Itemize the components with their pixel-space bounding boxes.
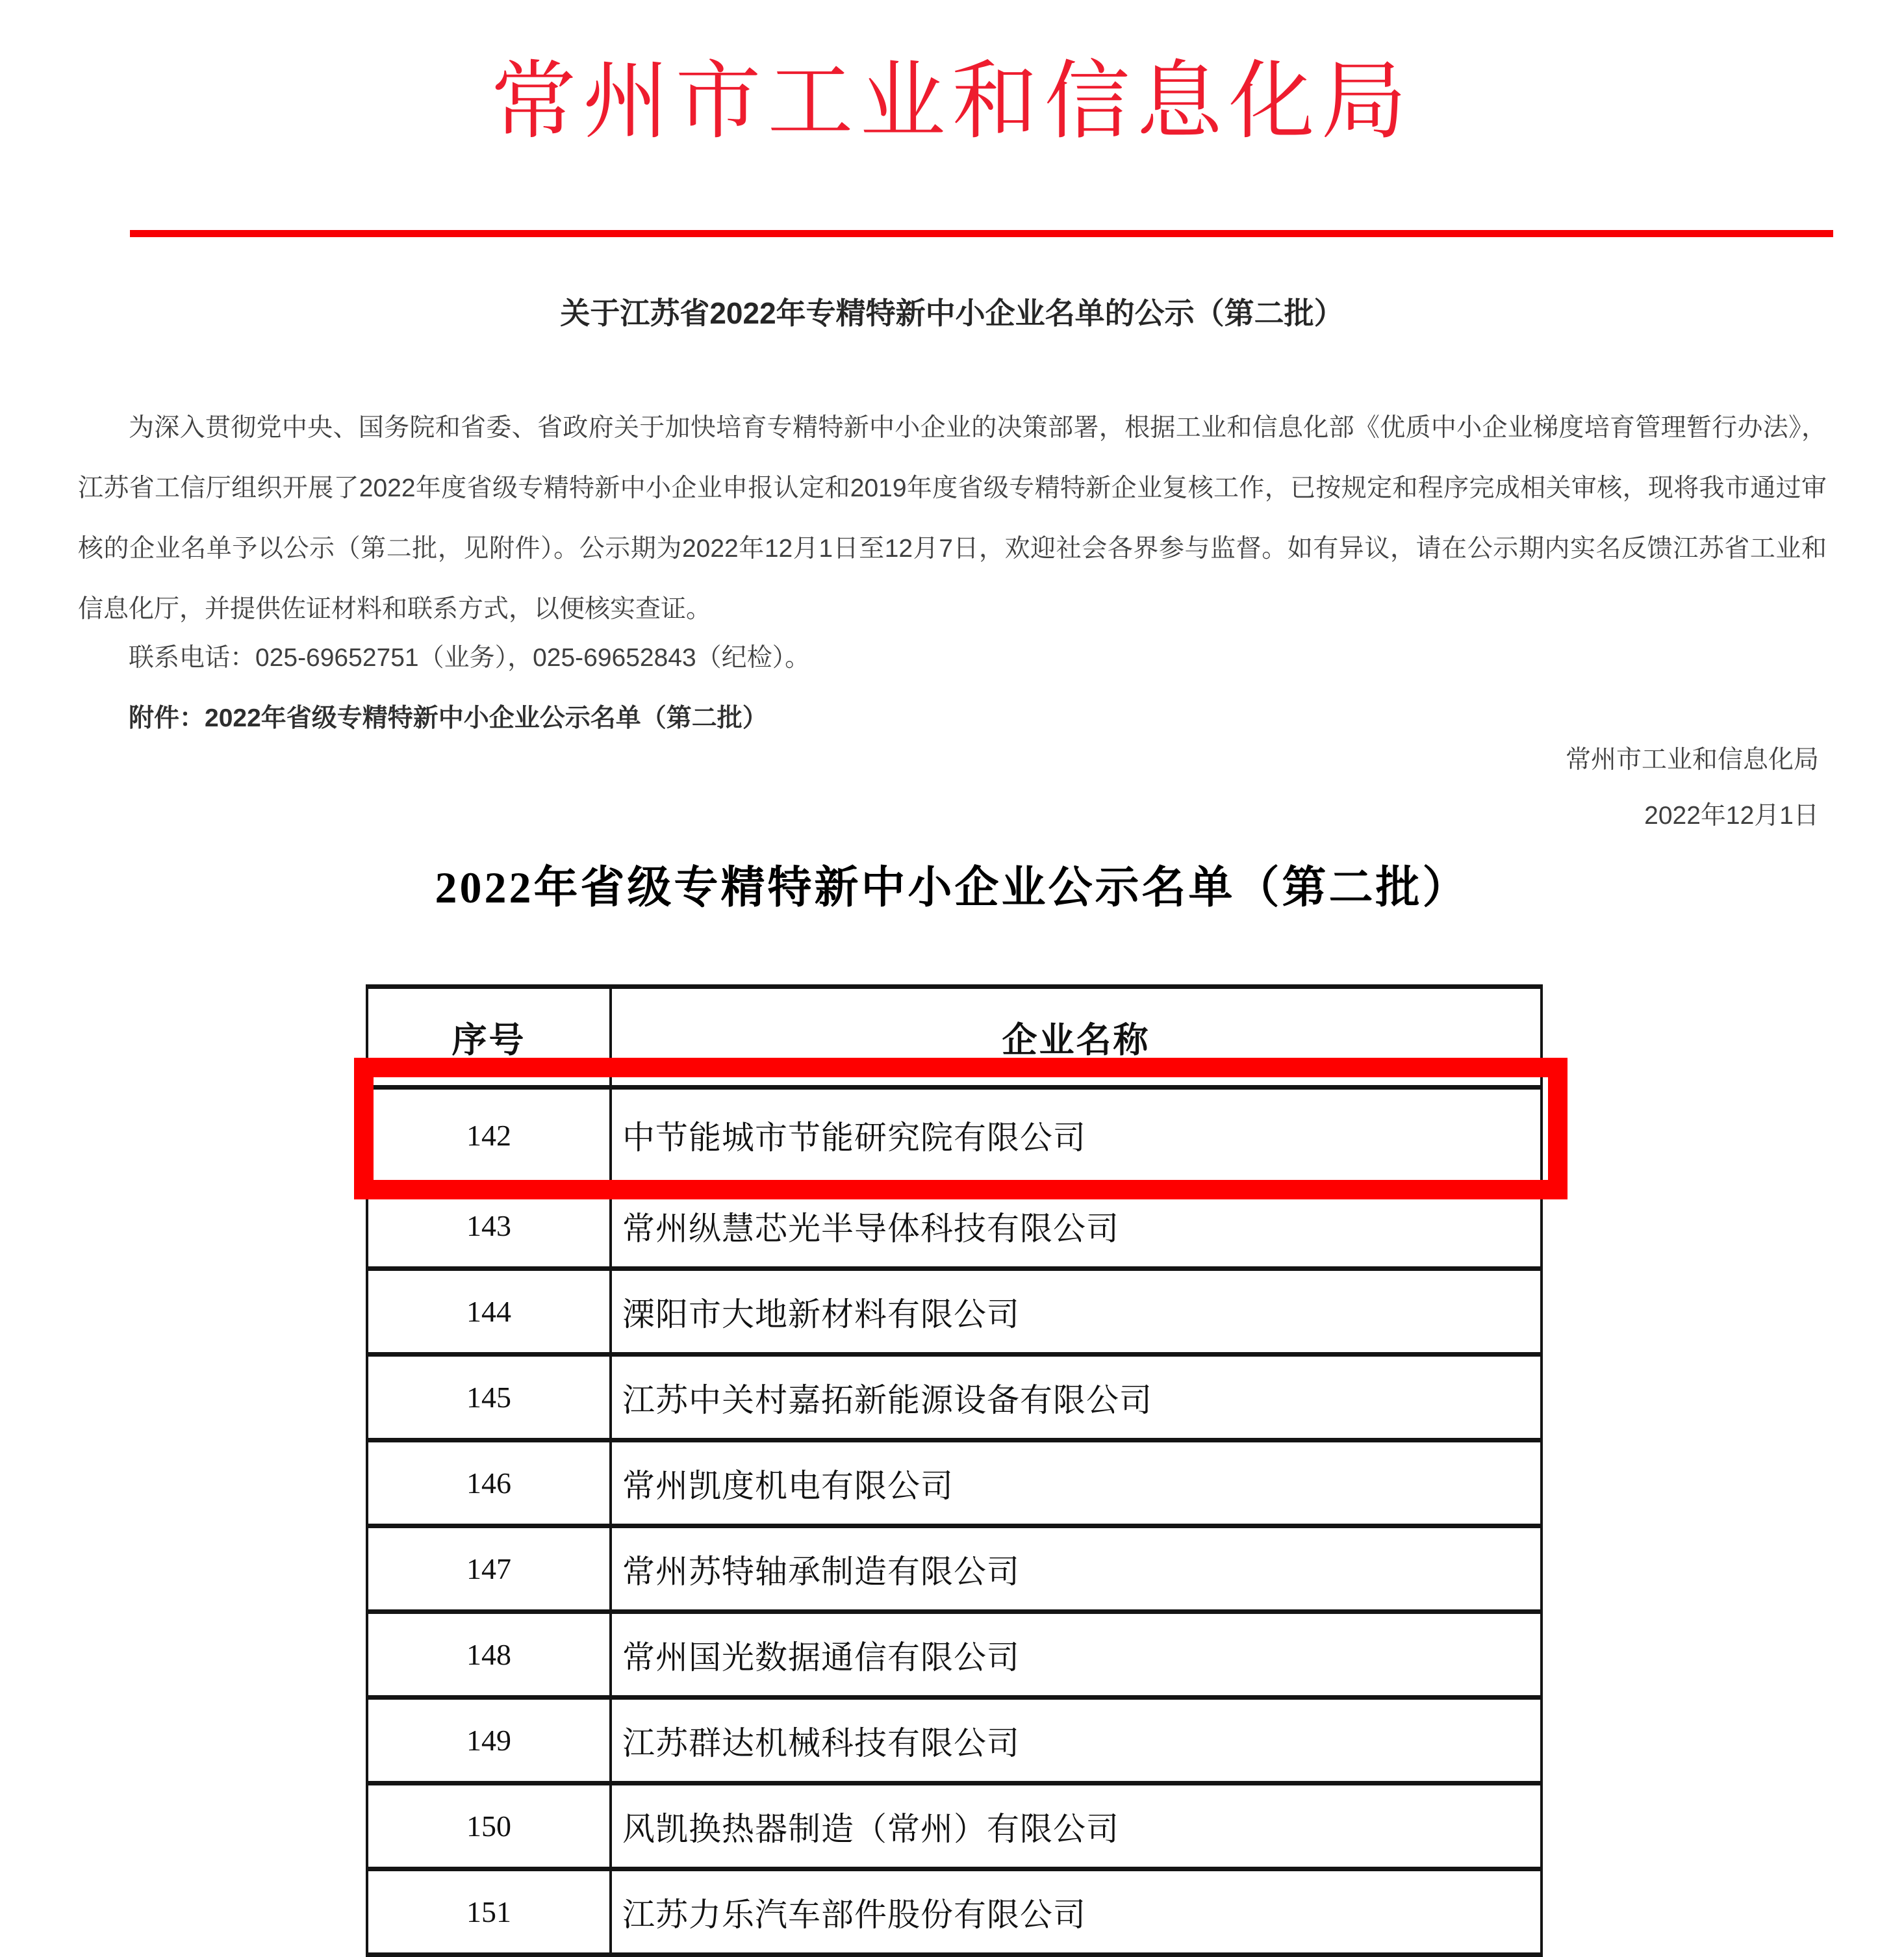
table-row bbox=[367, 1355, 1542, 1440]
list-title: 2022年省级专精特新中小企业公示名单（第二批） bbox=[435, 863, 1469, 912]
table-row bbox=[367, 1612, 1542, 1698]
table-row bbox=[367, 1183, 1542, 1269]
table-body bbox=[367, 1088, 1542, 1955]
contact-line: 联系电话：025-69652751（业务），025-69652843（纪检）。 bbox=[129, 644, 811, 672]
column-header-no: 序号 bbox=[367, 987, 611, 1088]
header-divider bbox=[130, 230, 1833, 237]
row-company-name-cell: 溧阳市大地新材料有限公司 bbox=[611, 1269, 1542, 1355]
row-company-name-cell: 江苏群达机械科技有限公司 bbox=[611, 1698, 1542, 1784]
row-number-cell: 149 bbox=[367, 1698, 611, 1784]
row-number-cell: 151 bbox=[367, 1869, 611, 1955]
row-number-cell: 144 bbox=[367, 1269, 611, 1355]
row-company-name-cell: 风凯换热器制造（常州）有限公司 bbox=[611, 1784, 1542, 1869]
row-company-name-cell: 常州凯度机电有限公司 bbox=[611, 1440, 1542, 1526]
table-header-row bbox=[367, 987, 1542, 1088]
row-number-cell: 143 bbox=[367, 1183, 611, 1269]
row-number-cell: 146 bbox=[367, 1440, 611, 1526]
row-number-cell: 148 bbox=[367, 1612, 611, 1698]
table-row bbox=[367, 1088, 1542, 1183]
signature-date: 2022年12月1日 bbox=[1644, 802, 1819, 830]
row-number-cell: 150 bbox=[367, 1784, 611, 1869]
row-number-cell: 145 bbox=[367, 1355, 611, 1440]
row-company-name-cell: 江苏中关村嘉拓新能源设备有限公司 bbox=[611, 1355, 1542, 1440]
notice-paragraph: 为深入贯彻党中央、国务院和省委、省政府关于加快培育专精特新中小企业的决策部署，根据工业和信息化部《优质中小企业梯度培育管理暂行办法》，江苏省工信厅组织开展了2022年度省级专精特新中小企业申报认定和2019年度省级专精特新企业复核工作，已按规定和程序完成相关审核，现将我市通过审核的企业名单予以公示（第二批，见附件）。公示期为2022年12月1日至12月7日，欢迎社会各界参与监督。如有异议，请在公示期内实名反馈江苏省工业和信息化厅，并提供佐证材料和联系方式，以便核实查证。 bbox=[78, 414, 1827, 623]
row-company-name-cell: 江苏力乐汽车部件股份有限公司 bbox=[611, 1869, 1542, 1955]
table-row bbox=[367, 1784, 1542, 1869]
table-row bbox=[367, 1440, 1542, 1526]
signature-agency: 常州市工业和信息化局 bbox=[1565, 746, 1819, 774]
table-row bbox=[367, 1526, 1542, 1612]
row-company-name-cell: 中节能城市节能研究院有限公司 bbox=[611, 1088, 1542, 1183]
row-company-name-cell: 常州国光数据通信有限公司 bbox=[611, 1612, 1542, 1698]
notice-title: 关于江苏省2022年专精特新中小企业名单的公示（第二批） bbox=[560, 296, 1344, 330]
attachment-line: 附件：2022年省级专精特新中小企业公示名单（第二批） bbox=[129, 704, 768, 732]
row-company-name-cell: 常州苏特轴承制造有限公司 bbox=[611, 1526, 1542, 1612]
column-header-name: 企业名称 bbox=[611, 987, 1542, 1088]
row-company-name-cell: 常州纵慧芯光半导体科技有限公司 bbox=[611, 1183, 1542, 1269]
table-row bbox=[367, 1869, 1542, 1955]
company-table bbox=[366, 984, 1543, 1957]
table-row bbox=[367, 1269, 1542, 1355]
row-number-cell: 147 bbox=[367, 1526, 611, 1612]
agency-header-title: 常州市工业和信息化局 bbox=[490, 54, 1414, 149]
row-number-cell: 142 bbox=[367, 1088, 611, 1183]
table-row bbox=[367, 1698, 1542, 1784]
